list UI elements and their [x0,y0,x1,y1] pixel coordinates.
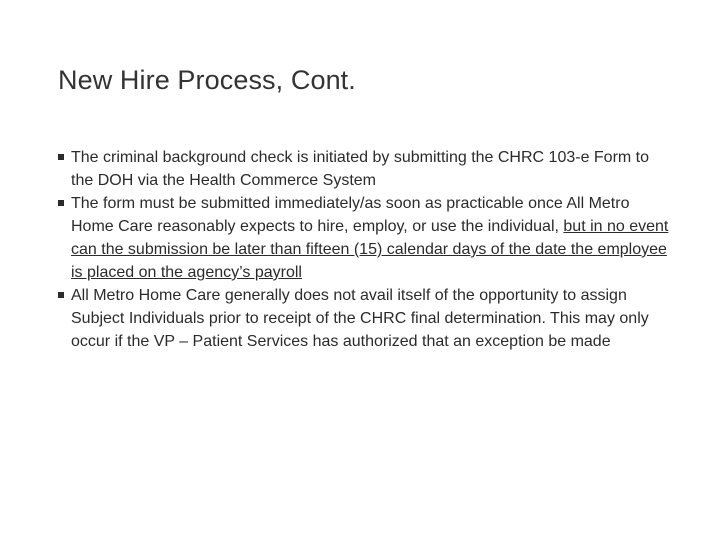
bullet-item [58,284,673,353]
bullet-text: The form must be submitted immediately/as soon as practicable once All Metro Home Care reasonably expects to hire, employ, or use the individual, [71,195,630,235]
square-bullet-icon [58,200,64,206]
bullet-text: The criminal background check is initiated by submitting the CHRC 103-e Form to the DOH via the Health Commerce System [71,149,650,189]
square-bullet-icon [58,154,64,160]
bullet-item [58,146,673,192]
bullet-list [58,146,673,353]
bullet-item [58,192,673,284]
slide-title: New Hire Process, Cont. [58,65,356,95]
bullet-text: All Metro Home Care generally does not avail itself of the opportunity to assign Subject Individuals prior to receipt of the CHRC final determination. This may only occur if the VP – Patient Services has authorized that an exception be made [71,287,649,350]
square-bullet-icon [58,292,64,298]
underlined-text: but in no event can the submission be later than fifteen (15) calendar days of the date the employee is placed on the agency’s payroll [71,218,669,281]
